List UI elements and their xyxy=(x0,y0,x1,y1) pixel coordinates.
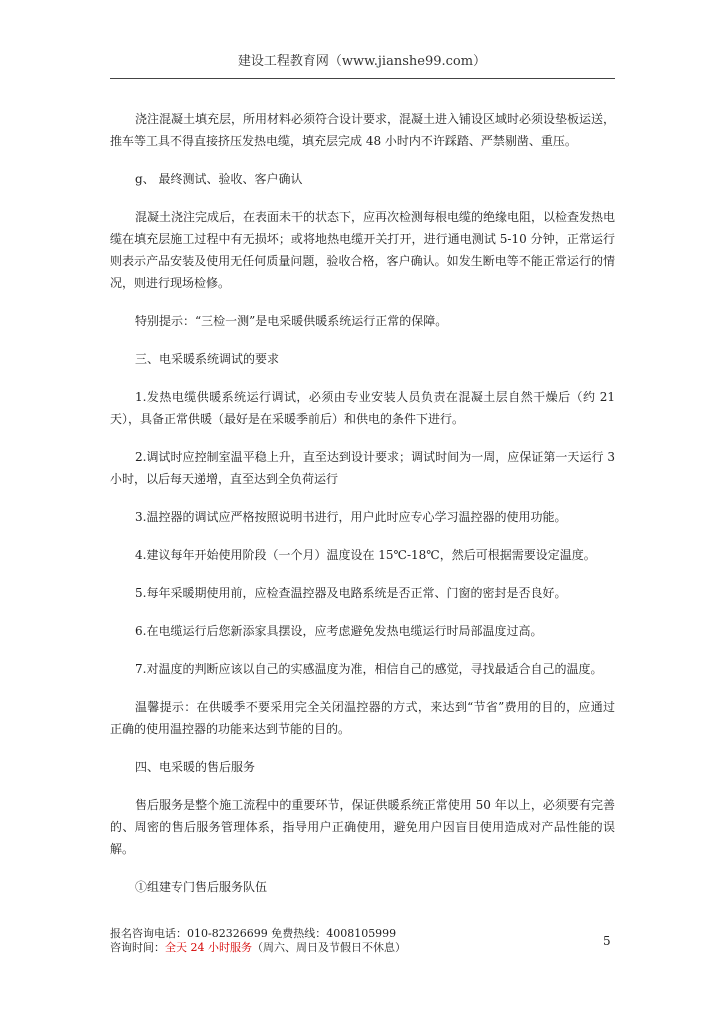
footer-hours-highlight: 全天 24 小时服务 xyxy=(165,941,252,954)
section-heading: g、 最终测试、验收、客户确认 xyxy=(135,172,303,186)
list-item: 3.温控器的调试应严格按照说明书进行，用户此时应专心学习温控器的使用功能。 xyxy=(135,510,567,524)
list-item: ①组建专门售后服务队伍 xyxy=(135,880,268,894)
list-item: 4.建议每年开始使用阶段（一个月）温度设在 15℃-18℃，然后可根据需要设定温度。 xyxy=(135,548,596,562)
special-note: 特别提示：“三检一测”是电采暖供暖系统运行正常的保障。 xyxy=(135,314,448,328)
section-heading: 三、电采暖系统调试的要求 xyxy=(135,352,280,366)
footer-contact-line: 报名咨询电话：010-82326699 免费热线：4008105999 xyxy=(110,927,397,940)
document-body xyxy=(110,108,615,914)
list-item: 2.调试时应控制室温平稳上升，直至达到设计要求；调试时间为一周，应保证第一天运行 3 小时，以后每天递增，直至达到全负荷运行 xyxy=(110,450,615,486)
list-item: 1.发热电缆供暖系统运行调试，必须由专业安装人员负责在混凝土层自然干燥后（约 21 天），具备正常供暖（最好是在采暖季前后）和供电的条件下进行。 xyxy=(110,390,615,426)
footer-hours-note: （周六、周日及节假日不休息） xyxy=(252,941,406,954)
section-heading: 四、电采暖的售后服务 xyxy=(135,760,256,774)
footer-hours-line xyxy=(110,941,406,955)
footer-hours-label: 咨询时间： xyxy=(110,941,165,954)
list-item: 7.对温度的判断应该以自己的实感温度为准，相信自己的感觉，寻找最适合自己的温度。 xyxy=(135,662,603,676)
page-footer xyxy=(110,927,406,955)
paragraph: 混凝土浇注完成后，在表面未干的状态下，应再次检测每根电缆的绝缘电阻，以检查发热电缆在填充层施工过程中有无损坏；或将地热电缆开关打开，进行通电测试 5-10 分钟，正常运行则表示产品安装及使用无任何质量问题，验收合格，客户确认。如发生断电等不能正常运行的情况，则进行现场检修。 xyxy=(110,210,616,290)
warm-tip: 温馨提示：在供暖季不要采用完全关闭温控器的方式，来达到“节省”费用的目的，应通过正确的使用温控器的功能来达到节能的目的。 xyxy=(110,700,615,736)
page-header: 建设工程教育网（www.jianshe99.com） xyxy=(237,54,487,69)
page-number: 5 xyxy=(603,934,611,948)
paragraph: 售后服务是整个施工流程中的重要环节，保证供暖系统正常使用 50 年以上，必须要有完善的、周密的售后服务管理体系，指导用户正确使用，避免用户因盲目使用造成对产品性能的误解。 xyxy=(110,798,615,856)
list-item: 6.在电缆运行后您新添家具摆设，应考虑避免发热电缆运行时局部温度过高。 xyxy=(135,624,543,638)
paragraph: 浇注混凝土填充层，所用材料必须符合设计要求，混凝土进入铺设区域时必须设垫板运送，推车等工具不得直接挤压发热电缆，填充层完成 48 小时内不许踩踏、严禁剔凿、重压。 xyxy=(110,112,616,148)
list-item: 5.每年采暖期使用前，应检查温控器及电路系统是否正常、门窗的密封是否良好。 xyxy=(135,586,567,600)
header-divider xyxy=(110,78,615,79)
